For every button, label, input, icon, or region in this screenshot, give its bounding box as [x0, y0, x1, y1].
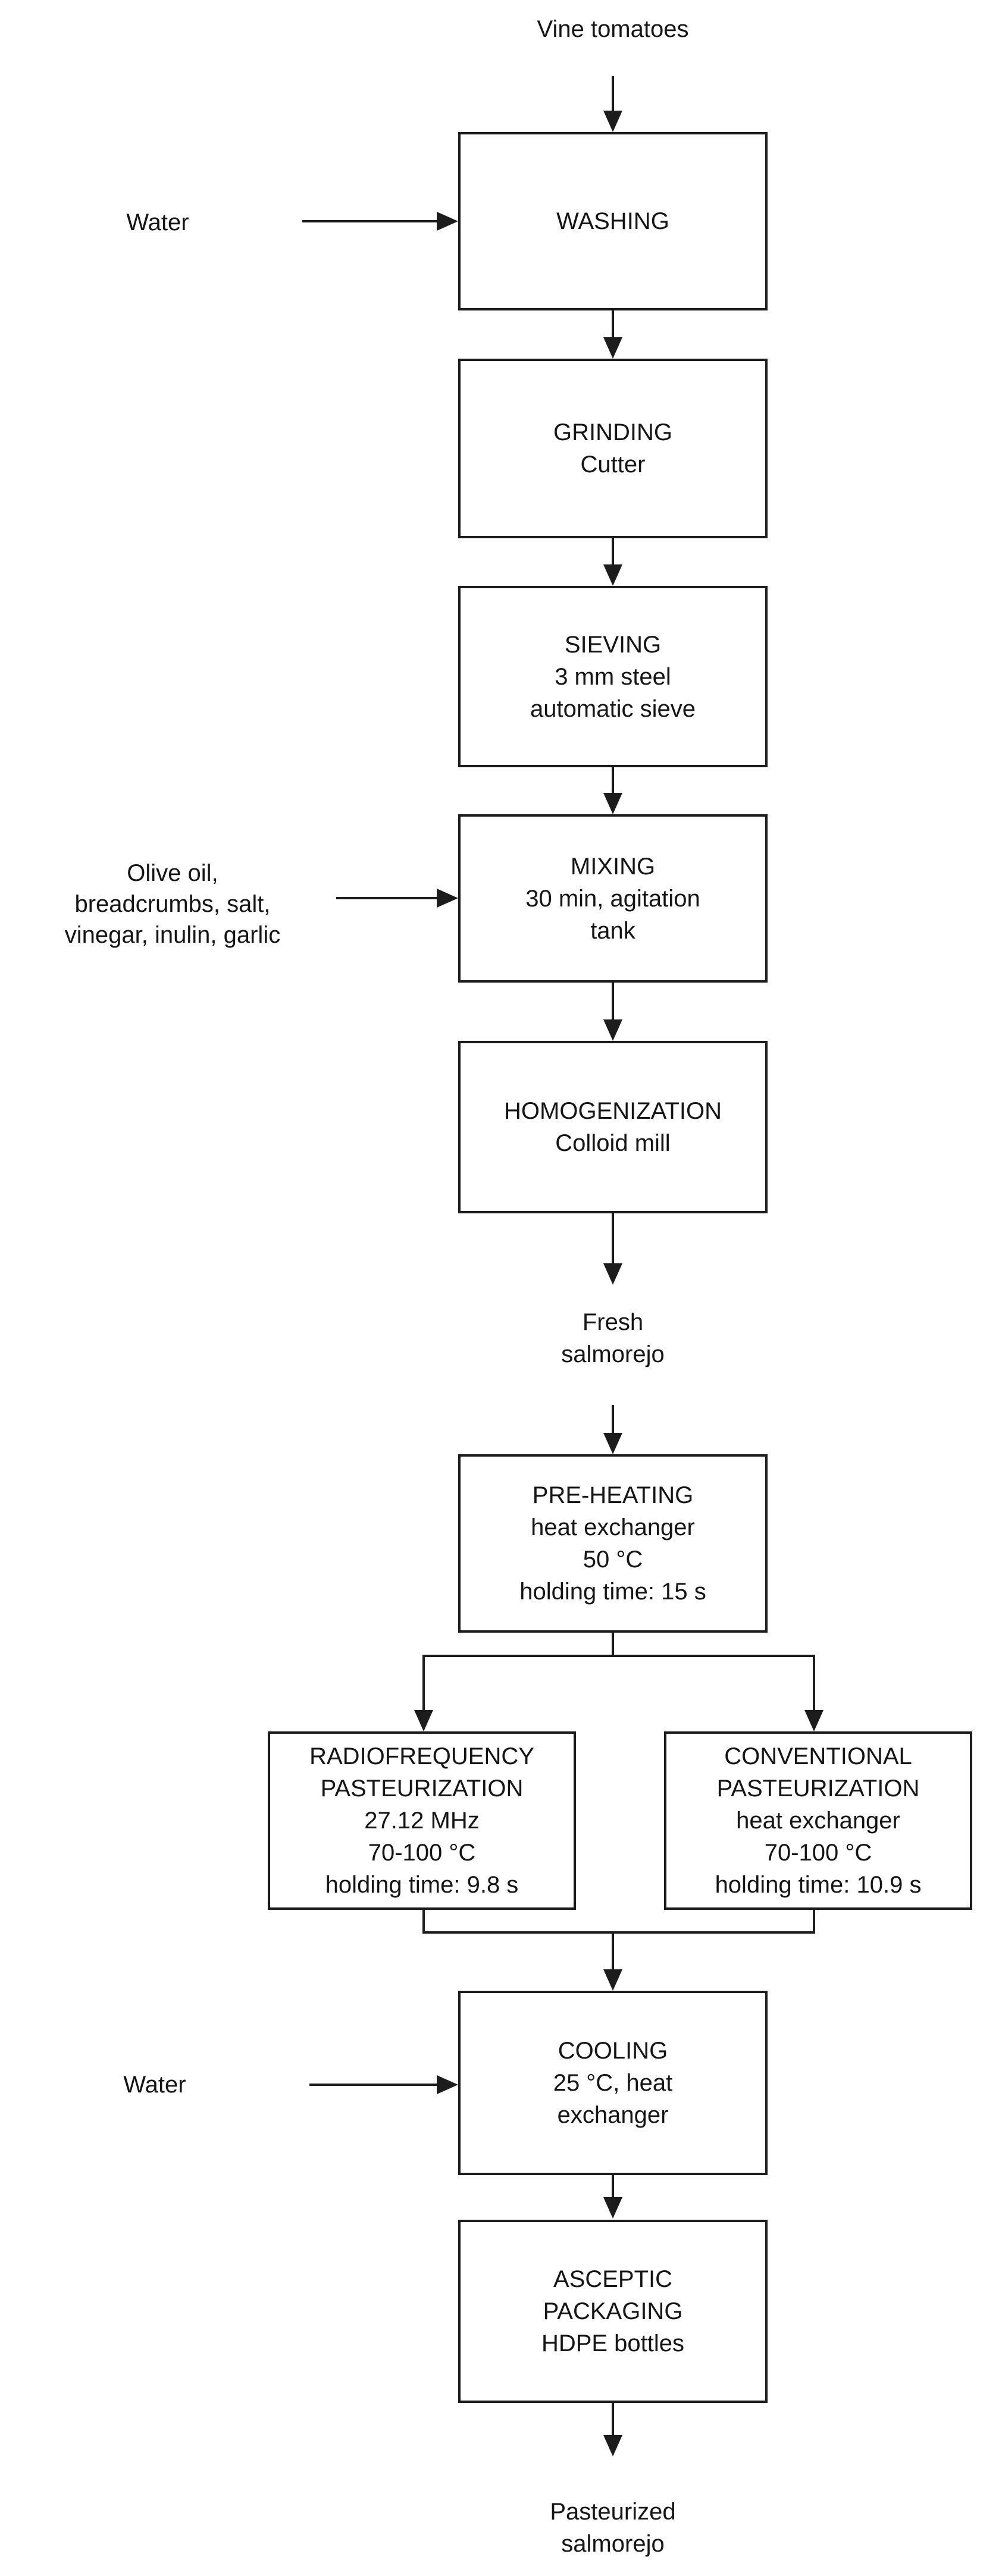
node-cooling-detail: 25 °C, heat — [553, 2070, 673, 2096]
node-homogenization-label: HOMOGENIZATION — [504, 1098, 722, 1124]
node-conventional-pasteurization — [664, 1731, 972, 1910]
intermediate-label-fresh-text: salmorejo — [561, 1341, 665, 1367]
node-preheating-detail: 50 °C — [583, 1546, 643, 1573]
edge-fresh-preheating-arrowhead — [603, 1433, 622, 1454]
edge-split-horizontal — [422, 1655, 815, 1657]
edge-mixing-homogenization-line — [612, 983, 614, 1019]
edge-mixing-homogenization-arrowhead — [603, 1019, 622, 1041]
input-water-washing-label — [89, 206, 226, 239]
edge-merge-cooling-line — [612, 1934, 614, 1969]
edge-sieving-mixing-line — [612, 767, 614, 793]
node-grinding-label: GRINDING — [553, 419, 672, 445]
intermediate-label-fresh-text: Fresh — [582, 1309, 644, 1335]
node-cooling-label: COOLING — [558, 2038, 668, 2064]
input-ingredients-text: Olive oil, — [127, 860, 218, 886]
edge-water-washing-arrowhead — [437, 212, 458, 231]
edge-homogenization-fresh-arrowhead — [603, 1263, 622, 1285]
edge-merge-cooling-arrowhead — [603, 1969, 622, 1991]
node-rf-pasteurization-label: RADIOFREQUENCY — [309, 1743, 534, 1769]
edge-packaging-output-line — [612, 2403, 614, 2435]
edge-sieving-mixing-arrowhead — [603, 793, 622, 814]
edge-fresh-preheating-line — [612, 1405, 614, 1433]
edge-homogenization-fresh-line — [612, 1213, 614, 1263]
node-preheating-detail: heat exchanger — [531, 1514, 695, 1540]
edge-split-left-arrowhead — [414, 1710, 433, 1731]
output-label-text: Pasteurized — [550, 2499, 676, 2525]
node-conventional-pasteurization-label: PASTEURIZATION — [716, 1775, 920, 1802]
node-conventional-pasteurization-detail: heat exchanger — [736, 1808, 900, 1834]
edge-source-washing-arrowhead — [603, 111, 622, 132]
edge-grinding-sieving-line — [612, 537, 614, 564]
edge-water-cooling-line — [309, 2084, 437, 2086]
node-mixing-label: MIXING — [570, 853, 656, 880]
node-rf-pasteurization-detail: holding time: 9.8 s — [325, 1872, 519, 1898]
node-preheating-detail: holding time: 15 s — [519, 1579, 706, 1605]
input-water-cooling-text: Water — [123, 2072, 186, 2098]
edge-source-washing-line — [612, 76, 614, 111]
source-label — [464, 13, 762, 45]
node-mixing — [458, 814, 768, 983]
input-ingredients-text: breadcrumbs, salt, — [74, 891, 271, 917]
edge-packaging-output-arrowhead — [603, 2435, 622, 2456]
node-homogenization-detail: Colloid mill — [555, 1130, 671, 1156]
node-packaging-detail: HDPE bottles — [541, 2330, 685, 2357]
node-washing — [458, 132, 768, 310]
input-water-cooling-label — [86, 2069, 223, 2101]
edge-water-cooling-arrowhead — [437, 2075, 458, 2094]
edge-cooling-packaging-line — [612, 2175, 614, 2197]
input-water-washing-text: Water — [126, 209, 189, 236]
node-packaging — [458, 2220, 768, 2403]
source-label-text: Vine tomatoes — [537, 16, 689, 42]
node-sieving — [458, 586, 768, 767]
node-homogenization — [458, 1041, 768, 1213]
node-conventional-pasteurization-detail: 70-100 °C — [764, 1840, 872, 1866]
node-rf-pasteurization — [268, 1731, 576, 1910]
edge-split-left-line — [422, 1657, 425, 1710]
node-preheating — [458, 1454, 768, 1633]
edge-preheating-split-stem — [612, 1633, 614, 1657]
node-preheating-label: PRE-HEATING — [532, 1482, 694, 1508]
intermediate-label-fresh — [464, 1306, 762, 1370]
node-sieving-detail: automatic sieve — [530, 695, 696, 722]
input-ingredients-text: vinegar, inulin, garlic — [64, 922, 281, 948]
node-rf-pasteurization-detail: 70-100 °C — [368, 1840, 476, 1866]
edge-water-washing-line — [302, 220, 437, 222]
node-cooling-detail: exchanger — [557, 2102, 669, 2128]
edge-merge-left-line — [422, 1910, 425, 1934]
node-conventional-pasteurization-label: CONVENTIONAL — [724, 1743, 912, 1769]
node-grinding-detail: Cutter — [580, 451, 646, 478]
node-sieving-label: SIEVING — [564, 631, 662, 658]
input-ingredients-label — [18, 858, 327, 950]
edge-ingredients-mixing-arrowhead — [437, 889, 458, 908]
node-rf-pasteurization-label: PASTEURIZATION — [320, 1775, 524, 1802]
node-mixing-detail: 30 min, agitation — [525, 885, 700, 912]
node-conventional-pasteurization-detail: holding time: 10.9 s — [715, 1872, 922, 1898]
output-label-text: salmorejo — [561, 2531, 665, 2557]
edge-split-right-line — [813, 1657, 815, 1710]
edge-ingredients-mixing-line — [336, 897, 437, 899]
node-sieving-detail: 3 mm steel — [555, 663, 671, 690]
node-rf-pasteurization-detail: 27.12 MHz — [364, 1808, 480, 1834]
node-washing-label: WASHING — [556, 208, 669, 234]
edge-grinding-sieving-arrowhead — [603, 564, 622, 586]
edge-merge-right-line — [813, 1910, 815, 1934]
edge-washing-grinding-line — [612, 310, 614, 337]
edge-merge-horizontal — [422, 1931, 815, 1934]
edge-cooling-packaging-arrowhead — [603, 2197, 622, 2219]
node-mixing-detail: tank — [590, 917, 635, 944]
edge-washing-grinding-arrowhead — [603, 337, 622, 359]
node-cooling — [458, 1991, 768, 2175]
node-packaging-label: PACKAGING — [543, 2298, 683, 2324]
edge-split-right-arrowhead — [804, 1710, 823, 1731]
node-packaging-label: ASCEPTIC — [553, 2266, 673, 2292]
output-label — [464, 2496, 762, 2560]
node-grinding — [458, 359, 768, 538]
